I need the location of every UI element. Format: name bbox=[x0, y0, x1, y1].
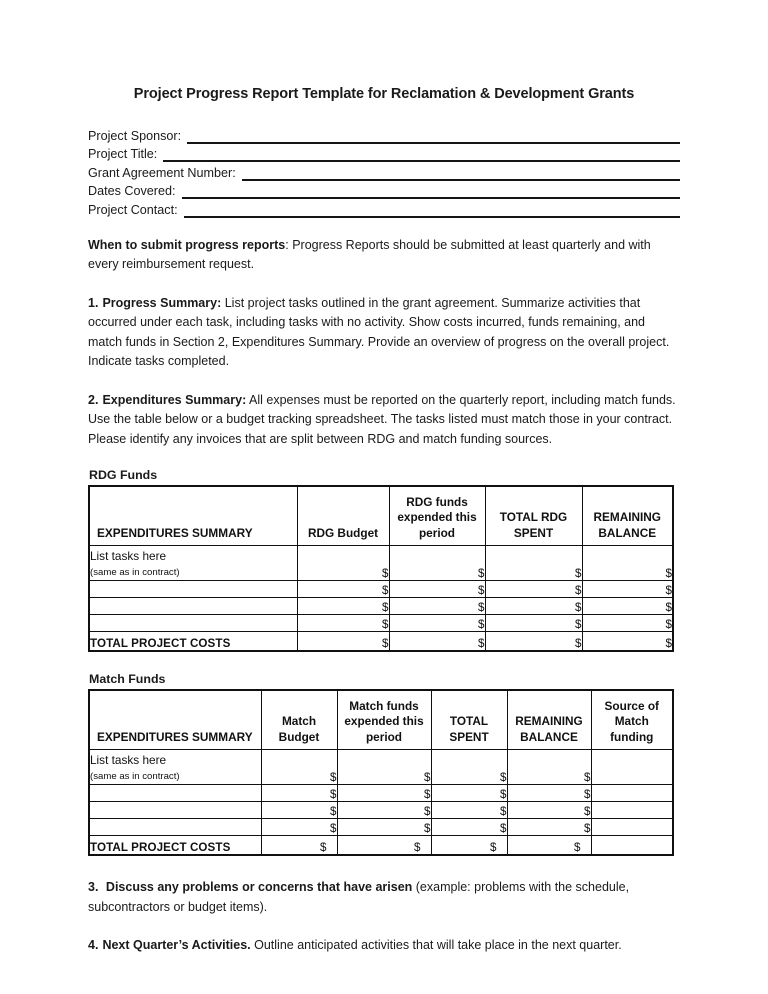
rdg-header-total-rdg-spent: TOTAL RDG SPENT bbox=[485, 486, 582, 546]
rdg-row1-budget[interactable]: $ bbox=[297, 546, 389, 581]
section-1-bold: Progress Summary: bbox=[102, 295, 222, 310]
match-total-budget[interactable]: $ bbox=[261, 836, 337, 856]
rdg-task-hint-line1: List tasks here bbox=[90, 549, 167, 564]
table-row[interactable] bbox=[89, 598, 673, 615]
match-row1-source[interactable] bbox=[591, 750, 673, 785]
field-row-grant-agreement-number[interactable] bbox=[88, 162, 680, 181]
section-4-next-quarter-activities bbox=[88, 936, 680, 956]
section-4-text: Outline anticipated activities that will take place in the next quarter. bbox=[250, 938, 622, 953]
table-row[interactable] bbox=[89, 750, 673, 785]
section-1-text: List project tasks outlined in the grant agreement. Summarize activities that occurred under each task, including tasks with no activity. Show costs incurred, funds remaining, and match funds in Section 2, Expenditures Summary. Provide an overview of progress on the overall project. Indicate tasks completed. bbox=[88, 295, 670, 369]
field-label-project-sponsor: Project Sponsor: bbox=[88, 128, 182, 143]
rdg-row1-expended[interactable]: $ bbox=[389, 546, 485, 581]
match-row3-expended[interactable]: $ bbox=[337, 802, 431, 819]
section-4-number: 4. bbox=[88, 938, 99, 953]
rdg-total-row[interactable] bbox=[89, 632, 673, 652]
field-row-dates-covered[interactable] bbox=[88, 181, 680, 200]
rdg-row3-total-spent[interactable]: $ bbox=[485, 598, 582, 615]
match-row3-budget[interactable]: $ bbox=[261, 802, 337, 819]
match-row2-remaining[interactable]: $ bbox=[507, 785, 591, 802]
page-title: Project Progress Report Template for Reclamation & Development Grants bbox=[133, 86, 635, 102]
rdg-total-total-spent[interactable]: $ bbox=[485, 632, 582, 652]
match-row4-budget[interactable]: $ bbox=[261, 819, 337, 836]
rdg-header-remaining-balance: REMAINING BALANCE bbox=[582, 486, 673, 546]
field-label-project-contact: Project Contact: bbox=[88, 202, 178, 217]
match-total-expended[interactable]: $ bbox=[337, 836, 431, 856]
lower-sections bbox=[88, 878, 680, 956]
rdg-row3-remaining[interactable]: $ bbox=[582, 598, 673, 615]
match-row3-total-spent[interactable]: $ bbox=[431, 802, 507, 819]
match-row4-remaining[interactable]: $ bbox=[507, 819, 591, 836]
match-row1-budget[interactable]: $ bbox=[261, 750, 337, 785]
match-funds-caption: Match Funds bbox=[89, 672, 166, 687]
rdg-row2-budget[interactable]: $ bbox=[297, 581, 389, 598]
match-row2-expended[interactable]: $ bbox=[337, 785, 431, 802]
section-2-text: All expenses must be reported on the quarterly report, including match funds. Use the table below or a budget tracking spreadsheet. The tasks listed must match those in your contract. Please identify any invoices that are split between RDG and match funding sources. bbox=[88, 392, 676, 446]
field-input-project-title[interactable] bbox=[163, 147, 680, 162]
table-row[interactable] bbox=[89, 615, 673, 632]
match-header-total-spent: TOTAL SPENT bbox=[431, 690, 507, 750]
match-row4-total-spent[interactable]: $ bbox=[431, 819, 507, 836]
rdg-header-rdg-funds-expended-this-period: RDG funds expended this period bbox=[389, 486, 485, 546]
rdg-row4-expended[interactable]: $ bbox=[389, 615, 485, 632]
rdg-table-header-row bbox=[89, 486, 673, 546]
field-row-project-title[interactable] bbox=[88, 144, 680, 163]
rdg-row2-remaining[interactable]: $ bbox=[582, 581, 673, 598]
match-row1-expended[interactable]: $ bbox=[337, 750, 431, 785]
field-input-grant-agreement-number[interactable] bbox=[242, 166, 680, 181]
section-3-text: (example: problems with the schedule, subcontractors or budget items). bbox=[88, 880, 630, 914]
rdg-row1-total-spent[interactable]: $ bbox=[485, 546, 582, 581]
rdg-total-label: TOTAL PROJECT COSTS bbox=[89, 632, 297, 652]
match-task-cell[interactable] bbox=[89, 750, 261, 785]
match-table-header-row bbox=[89, 690, 673, 750]
section-2-number: 2. bbox=[88, 392, 99, 407]
rdg-row2-expended[interactable]: $ bbox=[389, 581, 485, 598]
rdg-task-hint-line2: (same as in contract) bbox=[90, 567, 180, 579]
match-header-match-funds-expended-this-period: Match funds expended this period bbox=[337, 690, 431, 750]
match-row3-source[interactable] bbox=[591, 802, 673, 819]
match-total-source[interactable] bbox=[591, 836, 673, 856]
match-row1-total-spent[interactable]: $ bbox=[431, 750, 507, 785]
section-3-number: 3. bbox=[88, 880, 99, 895]
section-3-problems-or-concerns bbox=[88, 878, 680, 917]
section-1-number: 1. bbox=[88, 295, 99, 310]
match-row4-source[interactable] bbox=[591, 819, 673, 836]
field-label-dates-covered: Dates Covered: bbox=[88, 184, 176, 199]
rdg-row4-remaining[interactable]: $ bbox=[582, 615, 673, 632]
match-row3-task[interactable] bbox=[89, 802, 261, 819]
table-row[interactable] bbox=[89, 546, 673, 581]
rdg-row1-remaining[interactable]: $ bbox=[582, 546, 673, 581]
table-row[interactable] bbox=[89, 581, 673, 598]
match-row2-total-spent[interactable]: $ bbox=[431, 785, 507, 802]
section-2-bold: Expenditures Summary: bbox=[102, 392, 247, 407]
field-input-project-sponsor[interactable] bbox=[187, 129, 680, 144]
rdg-row3-task[interactable] bbox=[89, 598, 297, 615]
rdg-row3-budget[interactable]: $ bbox=[297, 598, 389, 615]
match-row4-expended[interactable]: $ bbox=[337, 819, 431, 836]
paragraph-when-to-submit-text: : Progress Reports should be submitted at least quarterly and with every reimbursement request. bbox=[88, 237, 651, 272]
match-row2-task[interactable] bbox=[89, 785, 261, 802]
paragraph-when-to-submit bbox=[88, 236, 680, 275]
rdg-row3-expended[interactable]: $ bbox=[389, 598, 485, 615]
match-total-total-spent[interactable]: $ bbox=[431, 836, 507, 856]
match-total-label: TOTAL PROJECT COSTS bbox=[89, 836, 261, 856]
table-row[interactable] bbox=[89, 819, 673, 836]
rdg-funds-block bbox=[88, 468, 680, 652]
rdg-task-cell[interactable] bbox=[89, 546, 297, 581]
field-input-project-contact[interactable] bbox=[184, 203, 680, 218]
match-row3-remaining[interactable]: $ bbox=[507, 802, 591, 819]
rdg-total-budget[interactable]: $ bbox=[297, 632, 389, 652]
section-1-progress-summary bbox=[88, 294, 680, 372]
paragraph-when-to-submit-bold: When to submit progress reports bbox=[88, 237, 286, 252]
match-header-match-budget: Match Budget bbox=[261, 690, 337, 750]
rdg-total-expended[interactable]: $ bbox=[389, 632, 485, 652]
match-funds-block bbox=[88, 672, 680, 856]
rdg-header-rdg-budget: RDG Budget bbox=[297, 486, 389, 546]
match-row2-budget[interactable]: $ bbox=[261, 785, 337, 802]
match-row2-source[interactable] bbox=[591, 785, 673, 802]
field-row-project-contact[interactable] bbox=[88, 199, 680, 218]
section-3-bold: Discuss any problems or concerns that have arisen bbox=[105, 880, 413, 895]
match-header-source-of-match-funding: Source of Match funding bbox=[591, 690, 673, 750]
fill-in-fields bbox=[88, 125, 680, 218]
table-row[interactable] bbox=[89, 802, 673, 819]
match-header-remaining-balance: REMAINING BALANCE bbox=[507, 690, 591, 750]
match-task-hint-line1: List tasks here bbox=[90, 753, 167, 768]
match-task-hint-line2: (same as in contract) bbox=[90, 771, 180, 783]
match-row4-task[interactable] bbox=[89, 819, 261, 836]
match-total-row[interactable] bbox=[89, 836, 673, 856]
match-total-remaining[interactable]: $ bbox=[507, 836, 591, 856]
field-label-project-title: Project Title: bbox=[88, 147, 158, 162]
rdg-funds-caption: RDG Funds bbox=[89, 468, 158, 483]
match-row1-remaining[interactable]: $ bbox=[507, 750, 591, 785]
section-2-expenditures-summary bbox=[88, 391, 680, 450]
rdg-row4-total-spent[interactable]: $ bbox=[485, 615, 582, 632]
rdg-row2-total-spent[interactable]: $ bbox=[485, 581, 582, 598]
match-header-expenditures-summary: EXPENDITURES SUMMARY bbox=[89, 690, 261, 750]
field-label-grant-agreement-number: Grant Agreement Number: bbox=[88, 165, 236, 180]
rdg-row4-budget[interactable]: $ bbox=[297, 615, 389, 632]
rdg-row2-task[interactable] bbox=[89, 581, 297, 598]
rdg-total-remaining[interactable]: $ bbox=[582, 632, 673, 652]
table-row[interactable] bbox=[89, 785, 673, 802]
match-funds-table bbox=[88, 689, 674, 856]
field-input-dates-covered[interactable] bbox=[182, 184, 681, 199]
section-4-bold: Next Quarter’s Activities. bbox=[102, 938, 251, 953]
rdg-row4-task[interactable] bbox=[89, 615, 297, 632]
rdg-funds-table bbox=[88, 485, 674, 652]
field-row-project-sponsor[interactable] bbox=[88, 125, 680, 144]
rdg-header-expenditures-summary: EXPENDITURES SUMMARY bbox=[89, 486, 297, 546]
